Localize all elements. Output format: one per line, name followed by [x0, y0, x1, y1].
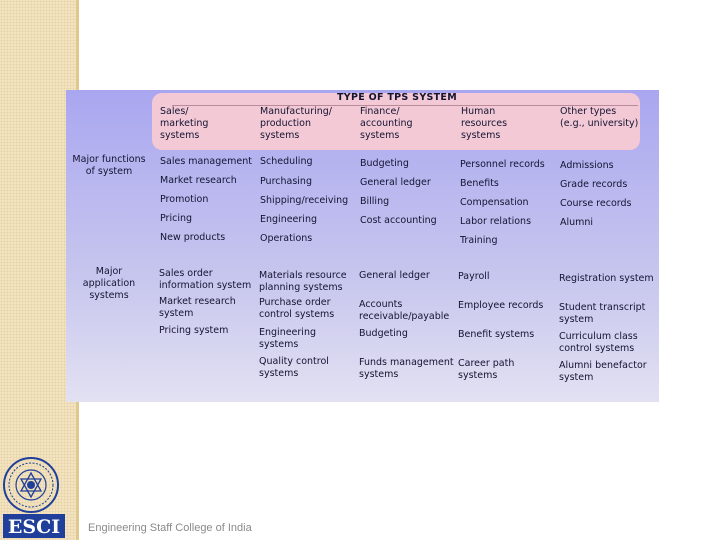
table-cell: Operations: [260, 233, 313, 244]
column-header-hr: Human resources systems: [461, 106, 508, 141]
table-cell: Training: [460, 235, 498, 246]
table-cell: Budgeting: [359, 328, 408, 339]
row-label-functions: Major functions of system: [72, 154, 146, 177]
esci-emblem-icon: [2, 456, 60, 514]
column-header-finance: Finance/ accounting systems: [360, 106, 413, 141]
table-cell: Course records: [560, 198, 632, 209]
table-cell: Employee records: [458, 300, 544, 311]
table-cell: Purchasing: [260, 176, 312, 187]
table-cell: Pricing system: [159, 325, 229, 336]
table-cell: Cost accounting: [360, 215, 437, 226]
table-cell: Materials resource planning systems: [259, 270, 347, 293]
table-cell: Student transcript system: [559, 302, 646, 325]
table-cell: Shipping/receiving: [260, 195, 349, 206]
table-cell: Labor relations: [460, 216, 532, 227]
table-cell: General ledger: [359, 270, 430, 281]
table-cell: Engineering: [260, 214, 317, 225]
table-cell: Scheduling: [260, 156, 313, 167]
table-cell: Career path systems: [458, 358, 515, 381]
table-cell: Accounts receivable/payable: [359, 299, 450, 322]
table-cell: Engineering systems: [259, 327, 316, 350]
svg-text:ESCI: ESCI: [7, 516, 61, 538]
table-cell: Promotion: [160, 194, 209, 205]
table-cell: General ledger: [360, 177, 431, 188]
table-cell: Compensation: [460, 197, 529, 208]
table-cell: Grade records: [560, 179, 628, 190]
table-cell: Sales order information system: [159, 268, 252, 291]
table-cell: Billing: [360, 196, 390, 207]
table-cell: Registration system: [559, 273, 654, 284]
table-cell: Personnel records: [460, 159, 545, 170]
table-cell: Quality control systems: [259, 356, 329, 379]
table-cell: Payroll: [458, 271, 490, 282]
table-cell: Alumni: [560, 217, 594, 228]
footer-organization: Engineering Staff College of India: [88, 522, 252, 534]
table-cell: Sales management: [160, 156, 252, 167]
table-cell: Benefits: [460, 178, 499, 189]
table-cell: Curriculum class control systems: [559, 331, 638, 354]
table-cell: Funds management systems: [359, 357, 454, 380]
table-title: TYPE OF TPS SYSTEM: [337, 92, 457, 103]
table-cell: New products: [160, 232, 226, 243]
column-header-sales: Sales/ marketing systems: [160, 106, 209, 141]
column-header-other: Other types (e.g., university): [560, 106, 639, 129]
column-header-manufacturing: Manufacturing/ production systems: [260, 106, 332, 141]
table-cell: Pricing: [160, 213, 193, 224]
table-cell: Admissions: [560, 160, 614, 171]
esci-logo-wordmark: [3, 514, 65, 538]
table-cell: Purchase order control systems: [259, 297, 335, 320]
tps-system-table: [66, 90, 659, 402]
table-cell: Market research: [160, 175, 237, 186]
table-cell: Alumni benefactor system: [559, 360, 647, 383]
table-cell: Market research system: [159, 296, 236, 319]
table-cell: Budgeting: [360, 158, 409, 169]
table-cell: Benefit systems: [458, 329, 535, 340]
row-label-applications: Major application systems: [82, 266, 136, 301]
